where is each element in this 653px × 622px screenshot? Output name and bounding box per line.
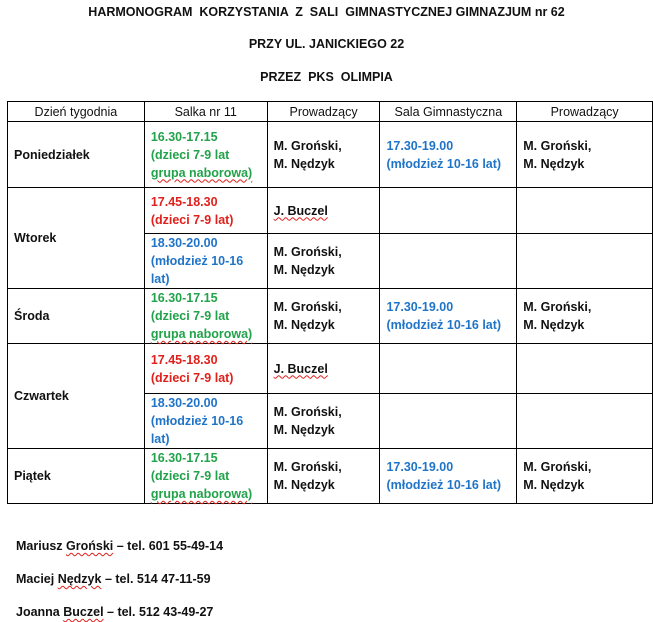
- leaders-thursday-room11-a: [267, 344, 380, 394]
- slot-tuesday-room11-a: [144, 188, 267, 234]
- leader-name: M. Nędzyk: [273, 423, 335, 437]
- schedule-table: [7, 101, 653, 504]
- empty-cell: [517, 344, 653, 394]
- empty-cell: [380, 188, 517, 234]
- slot-time: 17.45-18.30: [150, 194, 218, 209]
- contact-line: [16, 539, 223, 553]
- slot-wednesday-room11: [144, 289, 267, 344]
- leader-name: M. Nędzyk: [273, 156, 335, 171]
- empty-cell: [380, 394, 517, 449]
- leader-name: M. Groński,: [273, 300, 342, 314]
- document-subtitle-organizer: PRZEZ PKS OLIMPIA: [260, 70, 393, 84]
- slot-group: (młodzież 10-16 lat): [386, 156, 502, 171]
- document-title: HARMONOGRAM KORZYSTANIA Z SALI GIMNASTYCZNEJ GIMNAZJUM nr 62: [88, 5, 565, 19]
- slot-group: (dzieci 7-9 lat: [150, 309, 230, 323]
- leaders-wednesday-room11: [267, 289, 380, 344]
- leaders-monday-room11: [267, 122, 380, 188]
- slot-wednesday-gym: [380, 289, 517, 344]
- leaders-tuesday-room11-a: [267, 188, 380, 234]
- slot-group: (dzieci 7-9 lat: [150, 147, 230, 162]
- leader-name: M. Nędzyk: [273, 318, 335, 332]
- leader-name: M. Groński,: [523, 138, 592, 153]
- slot-tuesday-room11-b: [144, 234, 267, 289]
- empty-cell: [517, 188, 653, 234]
- table-row: [8, 344, 653, 394]
- slot-time: 16.30-17.15: [150, 291, 218, 305]
- contact-phone: – tel. 512 43-49-27: [103, 605, 214, 619]
- contact-phone: – tel. 514 47-11-59: [101, 572, 211, 586]
- day-monday: Poniedziałek: [8, 122, 145, 188]
- leaders-monday-gym: [517, 122, 653, 188]
- header-day: Dzień tygodnia: [8, 102, 145, 122]
- leaders-wednesday-gym: [517, 289, 653, 344]
- contact-line: [16, 605, 213, 619]
- slot-group: (dzieci 7-9 lat): [150, 370, 234, 385]
- slot-time: 17.30-19.00: [386, 138, 454, 153]
- slot-group: (dzieci 7-9 lat: [150, 469, 230, 483]
- table-row: [8, 289, 653, 344]
- leader-name: M. Groński,: [273, 245, 342, 259]
- slot-friday-gym: [380, 449, 517, 504]
- leaders-friday-room11: [267, 449, 380, 504]
- slot-time: 16.30-17.15: [150, 451, 218, 465]
- leaders-friday-gym: [517, 449, 653, 504]
- leader-name: M. Nędzyk: [523, 318, 585, 332]
- header-gym: Sala Gimnastyczna: [380, 102, 517, 122]
- empty-cell: [380, 234, 517, 289]
- leaders-thursday-room11-b: [267, 394, 380, 449]
- contact-phone: – tel. 601 55-49-14: [113, 539, 224, 553]
- slot-group: (dzieci 7-9 lat): [150, 212, 234, 227]
- empty-cell: [517, 234, 653, 289]
- slot-group-note-text: grupa naborowa): [150, 327, 253, 341]
- contact-surname: Nędzyk: [57, 572, 102, 586]
- leader-name: M. Groński,: [523, 460, 592, 474]
- document-subtitle-address: PRZY UL. JANICKIEGO 22: [248, 37, 405, 51]
- leader-name: M. Groński,: [273, 138, 342, 153]
- slot-time: 18.30-20.00: [150, 236, 218, 250]
- leader-name: M. Nędzyk: [523, 478, 585, 492]
- empty-cell: [517, 394, 653, 449]
- slot-time: 18.30-20.00: [150, 396, 218, 410]
- day-wednesday: Środa: [8, 289, 145, 344]
- slot-monday-gym: [380, 122, 517, 188]
- slot-time: 17.30-19.00: [386, 460, 454, 474]
- contact-line: [16, 572, 211, 586]
- table-row: [8, 188, 653, 234]
- leader-name: M. Groński,: [273, 405, 342, 419]
- leader-name: M. Nędzyk: [523, 156, 585, 171]
- leader-name: M. Nędzyk: [273, 478, 335, 492]
- header-leader-gym: Prowadzący: [517, 102, 653, 122]
- contact-first-name: Maciej: [16, 572, 58, 586]
- leader-name: M. Groński,: [273, 460, 342, 474]
- slot-thursday-room11-a: [144, 344, 267, 394]
- contact-first-name: Joanna: [16, 605, 64, 619]
- leader-name: J. Buczel: [273, 361, 328, 376]
- slot-group: (młodzież 10-16 lat): [386, 318, 502, 332]
- slot-time: 16.30-17.15: [150, 129, 218, 144]
- slot-group-note: [151, 164, 261, 182]
- table-row: [8, 449, 653, 504]
- contact-first-name: Mariusz: [16, 539, 67, 553]
- slot-group-note: lat): [150, 432, 170, 446]
- slot-friday-room11: [144, 449, 267, 504]
- slot-time: 17.30-19.00: [386, 300, 454, 314]
- slot-group-note-text: grupa naborowa): [150, 165, 253, 180]
- contact-surname: Buczel: [63, 605, 104, 619]
- slot-group-note: [151, 325, 261, 343]
- day-thursday: Czwartek: [8, 344, 145, 449]
- leader-name: J. Buczel: [273, 203, 328, 218]
- table-row: [8, 122, 653, 188]
- slot-group: (młodzież 10-16 lat): [386, 478, 502, 492]
- slot-group: (młodzież 10-16: [150, 254, 244, 268]
- slot-monday-room11: [144, 122, 267, 188]
- leader-name: M. Groński,: [523, 300, 592, 314]
- leader-name: M. Nędzyk: [273, 263, 335, 277]
- slot-group: (młodzież 10-16: [150, 414, 244, 428]
- slot-thursday-room11-b: [144, 394, 267, 449]
- day-friday: Piątek: [8, 449, 145, 504]
- day-tuesday: Wtorek: [8, 188, 145, 289]
- empty-cell: [380, 344, 517, 394]
- slot-time: 17.45-18.30: [150, 352, 218, 367]
- contact-surname: Groński: [66, 539, 114, 553]
- slot-group-note: [151, 485, 261, 503]
- table-header-row: [8, 102, 653, 122]
- leaders-tuesday-room11-b: [267, 234, 380, 289]
- slot-group-note-text: grupa naborowa): [150, 487, 253, 501]
- header-leader: Prowadzący: [267, 102, 380, 122]
- header-room-11: Salka nr 11: [144, 102, 267, 122]
- slot-group-note: lat): [150, 272, 170, 286]
